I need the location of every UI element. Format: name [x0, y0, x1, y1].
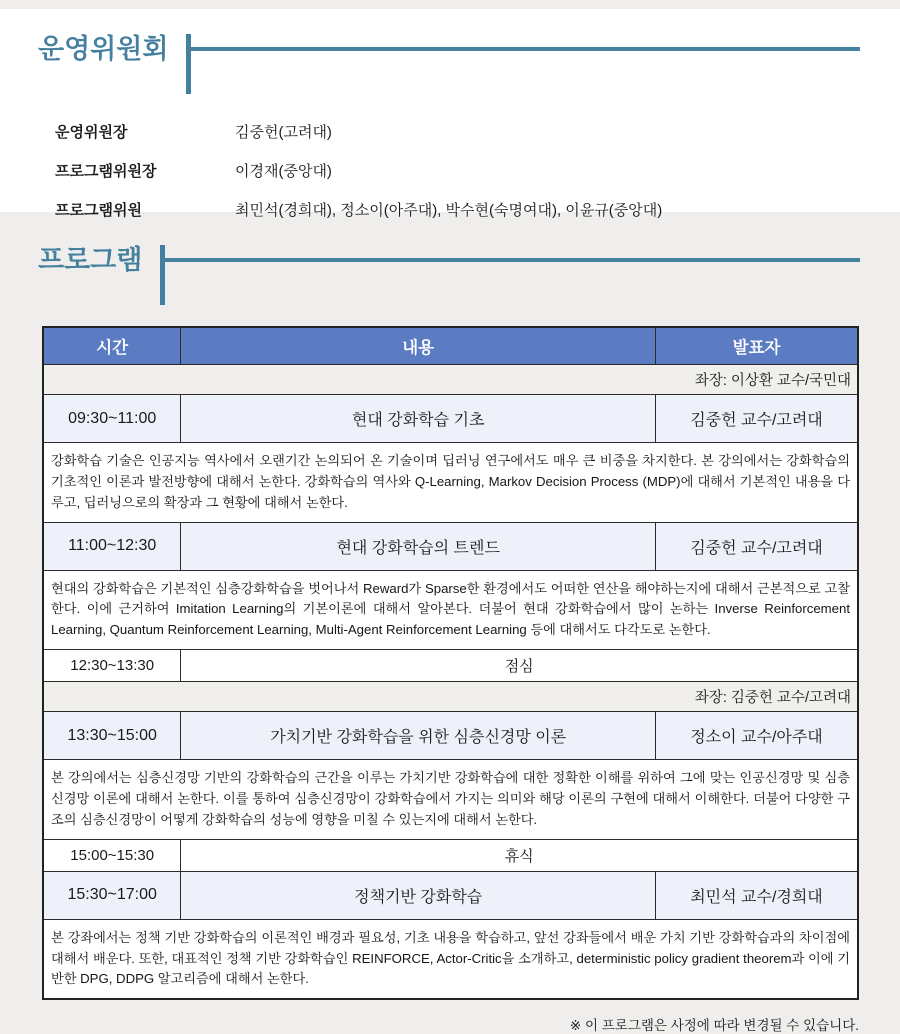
committee-role-label: 프로그램위원 — [55, 202, 142, 219]
committee-list — [55, 121, 860, 220]
program-footnote: ※ 이 프로그램은 사정에 따라 변경될 수 있습니다. — [569, 1018, 859, 1034]
committee-row — [55, 199, 860, 220]
committee-section-header — [38, 33, 860, 95]
session-description: 본 강좌에서는 정책 기반 강화학습의 이론적인 배경과 필요성, 기초 내용을 학습하고, 앞선 강좌들에서 배운 가치 기반 강화학습과의 차이점에 대해서 배운다. 또한, 대표적인 정책 기반 강화학습인 REINFORCE, Actor-Critic을 소개하고, deterministic policy gradient theorem과 이에 기반한 DPG, DDPG 알고리즘에 대해서 논한다. — [43, 919, 858, 999]
section-rule-decoration — [160, 244, 860, 306]
table-row-session — [43, 395, 858, 443]
page-top-strip — [0, 0, 900, 9]
section-rule-decoration — [186, 33, 860, 95]
column-header-content: 내용 — [181, 327, 656, 365]
program-table — [42, 326, 859, 1000]
session-title: 가치기반 강화학습을 위한 심층신경망 이론 — [181, 712, 656, 760]
session-description: 현대의 강화학습은 기본적인 심층강화학습을 벗어나서 Reward가 Sparse한 환경에서도 어떠한 연산을 해야하는지에 대해서 근본적으로 고찰한다. 이에 근거하여 Imitation Learning의 기본이론에 대해서 알아본다. 더불어 현대 강화학습에서 많이 논하는 Inverse Reinforcement Learning, Quantum Reinforcement Learning, Multi-Agent Reinforcement Learning 등에 대해서도 다각도로 논한다. — [43, 570, 858, 650]
committee-section — [0, 9, 900, 219]
committee-row — [55, 160, 860, 181]
table-row-session — [43, 712, 858, 760]
table-row-session — [43, 871, 858, 919]
break-title: 점심 — [181, 650, 858, 682]
program-section — [0, 212, 900, 1034]
rule-horizontal-line — [165, 258, 860, 262]
committee-section-title: 운영위원회 — [38, 34, 169, 64]
break-title: 휴식 — [181, 839, 858, 871]
committee-row — [55, 121, 860, 142]
session-presenter: 김중헌 교수/고려대 — [656, 522, 859, 570]
table-row-session — [43, 522, 858, 570]
break-time: 15:00~15:30 — [43, 839, 181, 871]
program-table-body — [43, 365, 858, 1000]
table-row-break — [43, 839, 858, 871]
break-time: 12:30~13:30 — [43, 650, 181, 682]
program-section-title: 프로그램 — [38, 245, 143, 275]
session-presenter: 최민석 교수/경희대 — [656, 871, 859, 919]
session-time: 09:30~11:00 — [43, 395, 181, 443]
committee-role-label: 운영위원장 — [55, 124, 128, 141]
column-header-time: 시간 — [43, 327, 181, 365]
table-header-row — [43, 327, 858, 365]
committee-members: 최민석(경희대), 정소이(아주대), 박수현(숙명여대), 이윤규(중앙대) — [235, 202, 663, 219]
committee-role-label: 프로그램위원장 — [55, 163, 157, 180]
session-presenter: 김중헌 교수/고려대 — [656, 395, 859, 443]
rule-vertical-bar — [186, 34, 191, 94]
session-presenter: 정소이 교수/아주대 — [656, 712, 859, 760]
session-chair-label: 좌장: 이상환 교수/국민대 — [43, 365, 858, 395]
program-section-header — [38, 244, 860, 306]
session-time: 11:00~12:30 — [43, 522, 181, 570]
session-description: 본 강의에서는 심층신경망 기반의 강화학습의 근간을 이루는 가치기반 강화학습에 대한 정확한 이해를 위하여 그에 맞는 인공신경망 및 심층신경망 이론에 대해서 논한다. 이를 통하여 심층신경망이 강화학습에서 가지는 의미와 해당 이론의 구현에 대해서 이해한다. 더불어 다양한 구조의 심층신경망이 어떻게 강화학습의 성능에 영향을 미칠 수 있는지에 대해서 논한다. — [43, 760, 858, 840]
column-header-presenter: 발표자 — [656, 327, 859, 365]
session-title: 정책기반 강화학습 — [181, 871, 656, 919]
session-title: 현대 강화학습의 트렌드 — [181, 522, 656, 570]
table-row-chair — [43, 365, 858, 395]
committee-members: 김중헌(고려대) — [235, 124, 332, 141]
session-time: 13:30~15:00 — [43, 712, 181, 760]
rule-horizontal-line — [191, 47, 860, 51]
table-row-description — [43, 760, 858, 840]
session-description: 강화학습 기술은 인공지능 역사에서 오랜기간 논의되어 온 기술이며 딥러닝 연구에서도 매우 큰 비중을 차지한다. 본 강의에서는 강화학습의 기초적인 이론과 발전방향에 대해서 논한다. 강화학습의 역사와 Q-Learning, Markov Decision Process (MDP)에 대해서 기본적인 내용을 다루고, 딥러닝으로의 확장과 그 현황에 대해서 논한다. — [43, 443, 858, 523]
table-row-description — [43, 570, 858, 650]
session-time: 15:30~17:00 — [43, 871, 181, 919]
table-row-break — [43, 650, 858, 682]
table-row-description — [43, 443, 858, 523]
committee-members: 이경재(중앙대) — [235, 163, 332, 180]
session-title: 현대 강화학습 기초 — [181, 395, 656, 443]
table-row-chair — [43, 682, 858, 712]
table-row-description — [43, 919, 858, 999]
session-chair-label: 좌장: 김중헌 교수/고려대 — [43, 682, 858, 712]
rule-vertical-bar — [160, 245, 165, 305]
